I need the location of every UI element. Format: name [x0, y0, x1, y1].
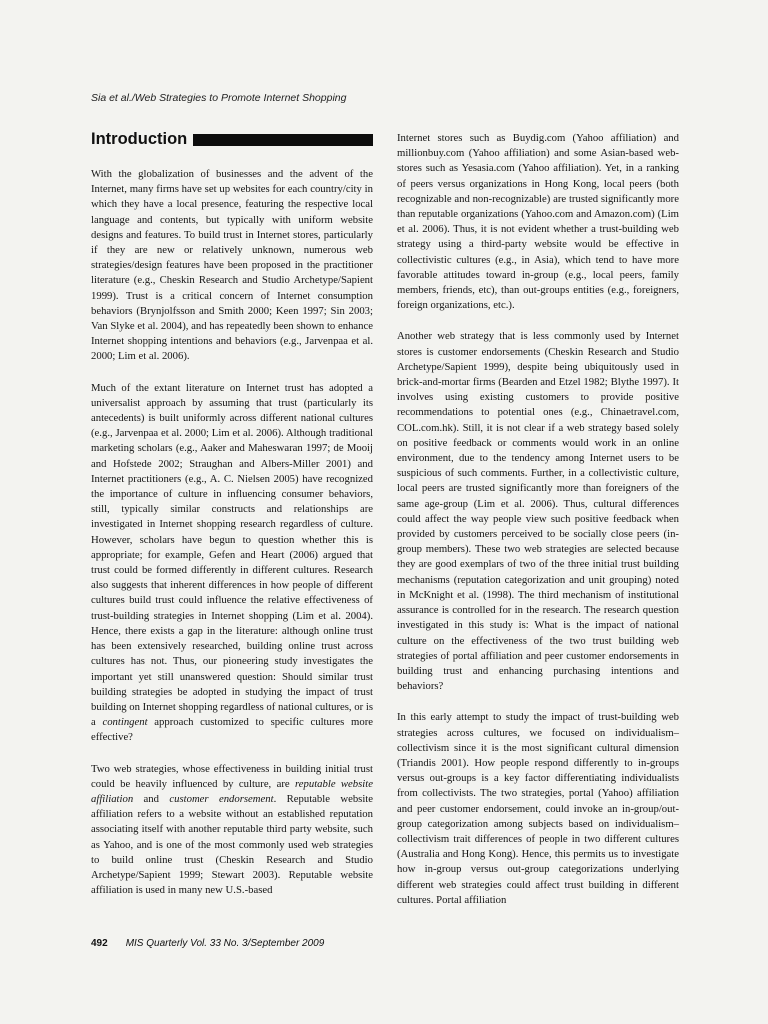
journal-citation: MIS Quarterly Vol. 33 No. 3/September 2009 — [125, 938, 325, 949]
paragraph: Two web strategies, whose effectiveness in building initial trust could be heavily influenced by culture, are reputable website affiliation and customer endorsement. Reputable website affiliation refers to a website without an established reputation associating itself with another reputable third party website, such as Yahoo, and is one of the most commonly used web strategies to build online trust (Cheskin Research and Studio Archetype/Sapient 1999; Stewart 2003). Reputable website affiliation is used in many new U.S.-based — [91, 762, 374, 897]
paragraph: Another web strategy that is less commonly used by Internet stores is customer endorsements (Cheskin Research and Studio Archetype/Sapient 1999), despite being ubiquitously used in brick-and-mortar firms (Bearden and Etzel 1982; Blythe 1997). It involves using existing customers to provide positive recommendations to potential ones (e.g., Chinaetravel.com, COL.com.hk). Still, it is not clear if a web strategy based solely on positive feedback or comments would work in an online environment, due to the tendency among Internet users to be suspicious of such comments. Further, in a collectivistic culture, local peers are trusted significantly more than foreigners of the same age-group (Lim et al. 2006). Thus, cultural differences could affect the way people view such positive feedback when provided by customers perceived to be socially close peers (in-group members). These two web strategies are selected because they are good exemplars of two of the three initial trust building mechanisms (reputation categorization and unit grouping) noted in McKnight et al. (1998). The third mechanism of institutional assurance is controlled for in the research. The research question investigated in this study is: What is the impact of national culture on the effectiveness of the two trust building web strategies of portal affiliation and peer customer endorsements in building trust and enhancing purchasing intentions and behaviors? — [397, 330, 679, 693]
paragraph: In this early attempt to study the impact of trust-building web strategies across cultures, we focused on individualism–collectivism since it is the most significant cultural dimension (Triandis 2001). How people respond differently to in-groups versus out-groups is a key factor differentiating individualists from collectivists. The two strategies, portal (Yahoo) affiliation and peer customer endorsement, could invoke an in-group/out-group categorization among subjects based on individualism–collectivism trait differences of people in two different cultures (Australia and Hong Kong). Hence, this permits us to investigate how in-group versus out-group categorizations underlying different web strategies could affect trust building in different cultures. Portal affiliation — [397, 711, 679, 906]
section-title: Introduction — [91, 130, 188, 149]
left-column — [91, 130, 373, 914]
paragraph: Internet stores such as Buydig.com (Yahoo affiliation) and millionbuy.com (Yahoo affiliation) and some Asian-based web-stores such as Yesasia.com (Yahoo affiliation). Yet, in a ranking of peers versus organizations in Hong Kong, local peers (both recognizable and non-recognizable) are trusted significantly more than reputable organizations (Yahoo.com and Amazon.com) (Lim et al. 2006). Thus, it is not evident whether a trust-building web strategy using a third-party website would be effective in collectivistic cultures (e.g., in Asia), which tend to have more favorable attitudes toward in-group (e.g., local peers, family members, friends, etc), than out-groups entities (e.g., foreigners, foreign organizations, etc.). — [397, 132, 679, 312]
page-number: 492 — [91, 938, 108, 949]
emphasis: reputable website affiliation — [91, 777, 373, 805]
running-head: Sia et al./Web Strategies to Promote Internet Shopping — [91, 92, 347, 104]
section-heading — [91, 130, 373, 150]
emphasis: contingent — [102, 716, 148, 729]
right-column — [397, 131, 679, 924]
paragraph: With the globalization of businesses and the advent of the Internet, many firms have set up websites for each country/city in which they have a local presence, featuring the respective local language and contents, but typically with uniform website designs and features. To build trust in Internet stores, particularly if they are new or relatively unknown, numerous web strategies/design features have been proposed in the practitioner literature (e.g., Cheskin Research and Studio Archetype/Sapient 1999). Trust is a critical concern of Internet consumption behaviors (Brynjolfsson and Smith 2000; Keen 1997; Sin 2003; Van Slyke et al. 2004), and has repeatedly been shown to enhance Internet shopping intentions and behaviors (e.g., Jarvenpaa et al. 2000; Lim et al. 2006). — [91, 168, 373, 363]
section-rule-bar — [193, 134, 373, 146]
emphasis: customer endorsement — [169, 792, 274, 805]
page-footer — [91, 938, 324, 949]
paragraph: Much of the extant literature on Internet trust has adopted a universalist approach by assuming that trust (particularly its antecedents) is built uniformly across different national cultures (e.g., Jarvenpaa et al. 2000; Lim et al. 2006). Although traditional marketing scholars (e.g., Aaker and Maheswaran 1997; de Mooij and Hofstede 2002; Straughan and Albers-Miller 2001) and Internet practitioners (e.g., A. C. Nielsen 2005) have recognized the importance of culture in influencing consumer behaviors, still, typically similar constructs and relationships are investigated in Internet shopping research regardless of culture. However, scholars have begun to question whether this is appropriate; for example, Gefen and Heart (2006) argued that trust could be formed differently in different cultures. Research also suggests that inherent differences in how people of different cultures build trust could influence the relative effectiveness of trust-building strategies in Internet shopping (Lim et al. 2004). Hence, there exists a gap in the literature: although online trust has been extensively researched, building online trust across cultures has not. Thus, our pioneering study investigates the important yet still unanswered question: Should similar trust building strategies be adopted in studying the impact of trust building on Internet shopping regardless of national cultures, or is a contingent approach customized to specific cultures more effective? — [91, 381, 373, 744]
